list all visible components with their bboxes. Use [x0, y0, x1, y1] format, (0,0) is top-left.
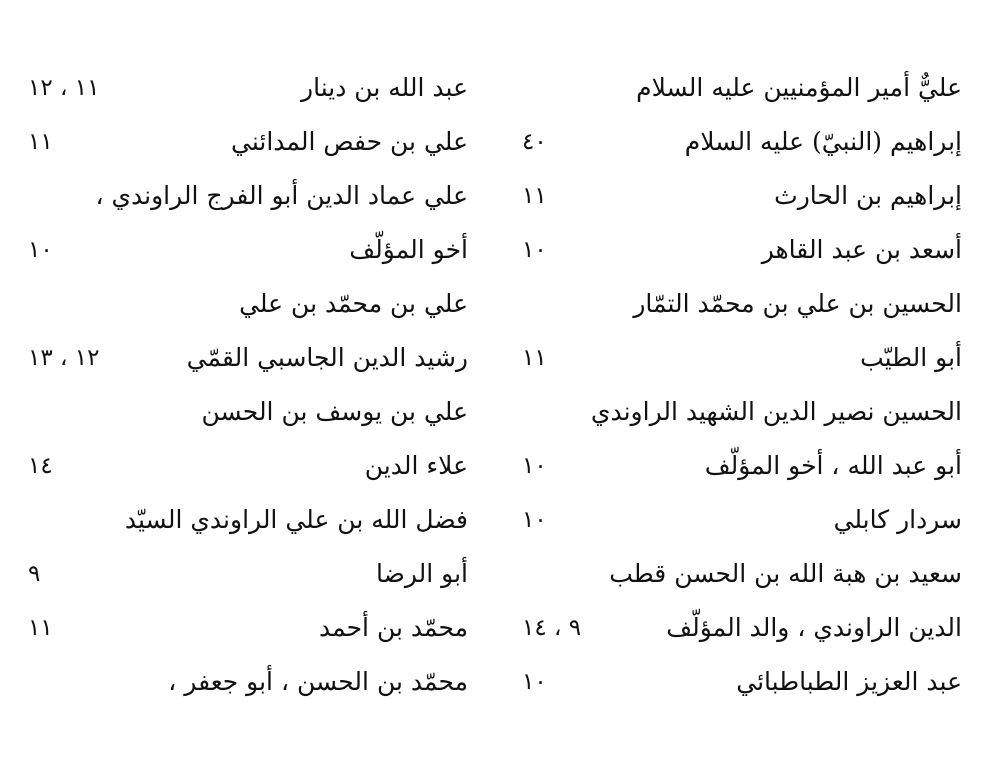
entry-pages: ١٤ [28, 453, 53, 479]
entry-name: عبد العزيز الطباطبائي [736, 667, 962, 696]
entry-name: إبراهيم بن الحارث [774, 181, 962, 210]
index-entry [28, 224, 468, 276]
index-entry [522, 278, 962, 330]
entry-name: علاء الدين [364, 451, 468, 480]
index-column-left [28, 62, 468, 762]
entry-pages: ١١ [28, 129, 53, 155]
entry-name: سعيد بن هبة الله بن الحسن قطب [609, 559, 962, 588]
index-entry [28, 548, 468, 600]
entry-name: محمّد بن الحسن ، أبو جعفر ، [168, 667, 468, 696]
entry-name: أبو عبد الله ، أخو المؤلّف [704, 451, 962, 480]
entry-pages: ١٠ [522, 669, 547, 695]
index-entry [28, 116, 468, 168]
index-entry [522, 224, 962, 276]
entry-name: علي بن يوسف بن الحسن [201, 397, 468, 426]
entry-pages: ١١ [522, 345, 547, 371]
entry-name: أخو المؤلّف [349, 235, 468, 264]
index-entry [522, 656, 962, 708]
entry-name: أبو الطيّب [860, 343, 962, 372]
entry-pages: ١٠ [522, 507, 547, 533]
entry-name: عليٌّ أمير المؤمنيين عليه السلام [636, 73, 962, 102]
index-entry [522, 494, 962, 546]
index-entry [522, 170, 962, 222]
entry-pages: ١١ [522, 183, 547, 209]
index-entry [28, 170, 468, 222]
entry-pages: ٤٠ [522, 129, 547, 155]
entry-name: أسعد بن عبد القاهر [761, 235, 962, 264]
index-entry [28, 332, 468, 384]
entry-name: الحسين بن علي بن محمّد التمّار [633, 289, 962, 318]
index-entry [522, 602, 962, 654]
index-entry [28, 656, 468, 708]
entry-pages: ١١ ، ١٢ [28, 75, 100, 101]
index-entry [28, 62, 468, 114]
index-entry [522, 440, 962, 492]
entry-pages: ١٠ [522, 237, 547, 263]
index-entry [28, 494, 468, 546]
entry-name: علي بن محمّد بن علي [239, 289, 468, 318]
entry-pages: ٩ [28, 561, 41, 587]
entry-pages: ١١ [28, 615, 53, 641]
index-column-right [522, 62, 962, 762]
entry-name: محمّد بن أحمد [319, 613, 468, 642]
entry-name: إبراهيم (النبيّ) عليه السلام [684, 127, 962, 156]
index-entry [28, 602, 468, 654]
index-entry [522, 332, 962, 384]
entry-name: علي عماد الدين أبو الفرج الراوندي ، [95, 181, 468, 210]
entry-name: أبو الرضا [376, 559, 468, 588]
index-entry [522, 548, 962, 600]
entry-pages: ٩ ، ١٤ [522, 615, 582, 641]
index-entry [28, 440, 468, 492]
entry-name: علي بن حفص المدائني [230, 127, 468, 156]
entry-name: عبد الله بن دينار [301, 73, 468, 102]
entry-name: الحسين نصير الدين الشهيد الراوندي [590, 397, 962, 426]
index-entry [522, 62, 962, 114]
index-entry [28, 386, 468, 438]
entry-name: سردار كابلي [833, 505, 962, 534]
entry-pages: ١٢ ، ١٣ [28, 345, 100, 371]
entry-name: فضل الله بن علي الراوندي السيّد [124, 505, 468, 534]
index-entry [522, 386, 962, 438]
entry-pages: ١٠ [28, 237, 53, 263]
index-entry [28, 278, 468, 330]
index-entry [522, 116, 962, 168]
entry-name: رشيد الدين الجاسبي القمّي [186, 343, 468, 372]
entry-name: الدين الراوندي ، والد المؤلّف [666, 613, 962, 642]
entry-pages: ١٠ [522, 453, 547, 479]
